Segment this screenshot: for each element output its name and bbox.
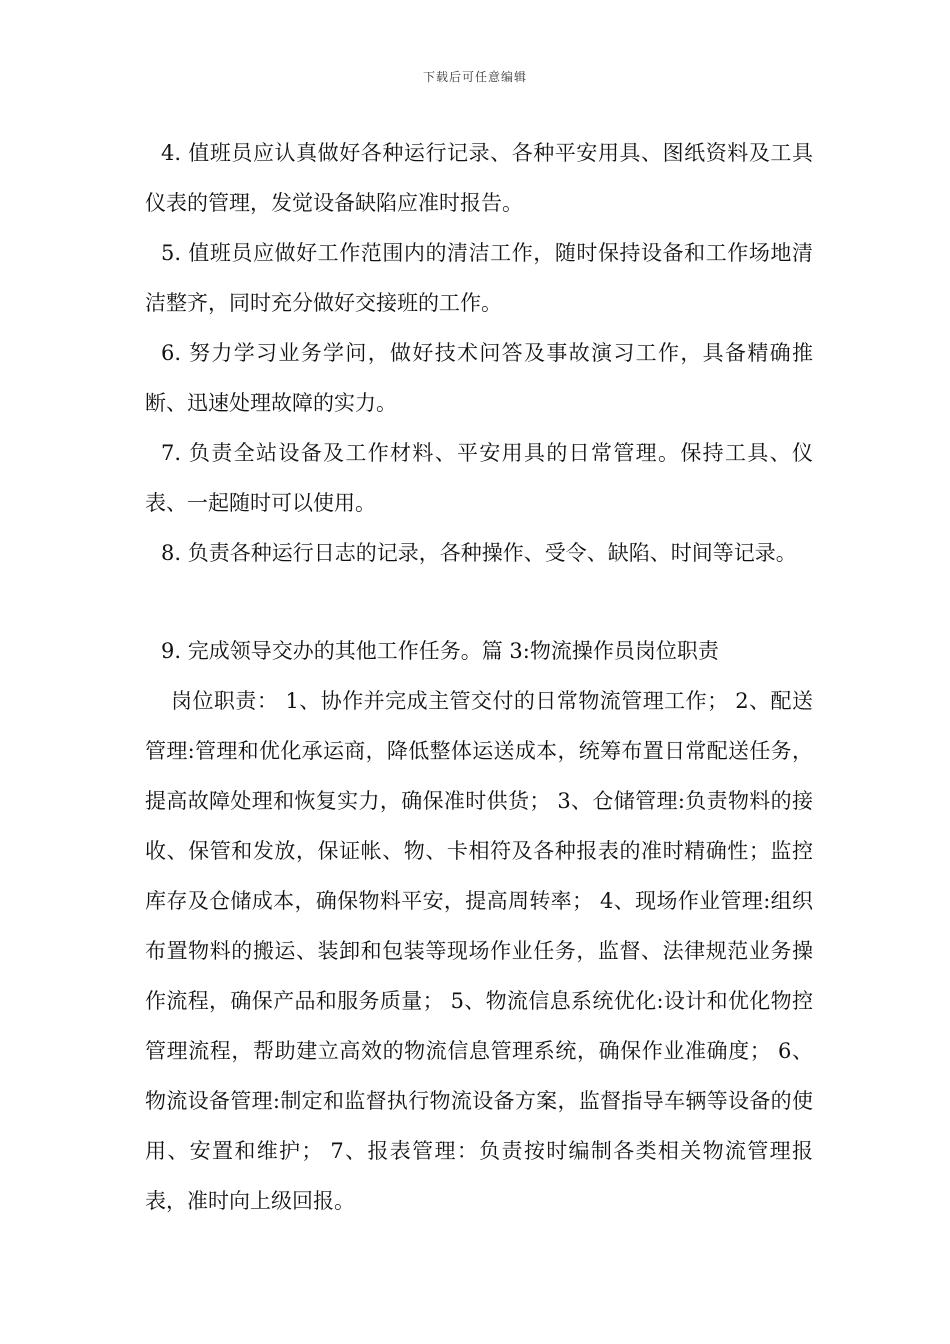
paragraph-item-5: 5. 值班员应做好工作范围内的清洁工作，随时保持设备和工作场地清洁整齐，同时充分做好交接班的工作。	[145, 241, 813, 315]
job-duties-paragraph: 岗位职责： 1、协作并完成主管交付的日常物流管理工作； 2、配送管理:管理和优化承运商，降低整体运送成本，统筹布置日常配送任务，提高故障处理和恢复实力，确保准时供货； 3、仓储管理:负责物料的接收、保管和发放，保证帐、物、卡相符及各种报表的准时精确性；监控库存及仓储成本，确保物料平安，提高周转率； 4、现场作业管理:组织布置物料的搬运、装卸和包装等现场作业任务，监督、法律规范业务操作流程，确保产品和服务质量； 5、物流信息系统优化:设计和优化物控管理流程，帮助建立高效的物流信息管理系统，确保作业准确度； 6、物流设备管理:制定和监督执行物流设备方案，监督指导车辆等设备的使用、安置和维护； 7、报表管理：负责按时编制各类相关物流管理报表，准时向上级回报。	[145, 689, 813, 1213]
paragraph-item-8: 8. 负责各种运行日志的记录，各种操作、受令、缺陷、时间等记录。	[161, 541, 797, 565]
paragraph-item-9: 9. 完成领导交办的其他工作任务。篇 3:物流操作员岗位职责	[161, 639, 719, 663]
page-header: 下载后可任意编辑	[422, 70, 527, 84]
document-body	[145, 128, 813, 1226]
paragraph-item-6: 6. 努力学习业务学问，做好技术问答及事故演习工作，具备精确推断、迅速处理故障的实力。	[145, 341, 813, 415]
paragraph-item-7: 7. 负责全站设备及工作材料、平安用具的日常管理。保持工具、仪表、一起随时可以使用。	[145, 441, 813, 515]
paragraph-item-4: 4. 值班员应认真做好各种运行记录、各种平安用具、图纸资料及工具仪表的管理，发觉设备缺陷应准时报告。	[145, 141, 813, 215]
